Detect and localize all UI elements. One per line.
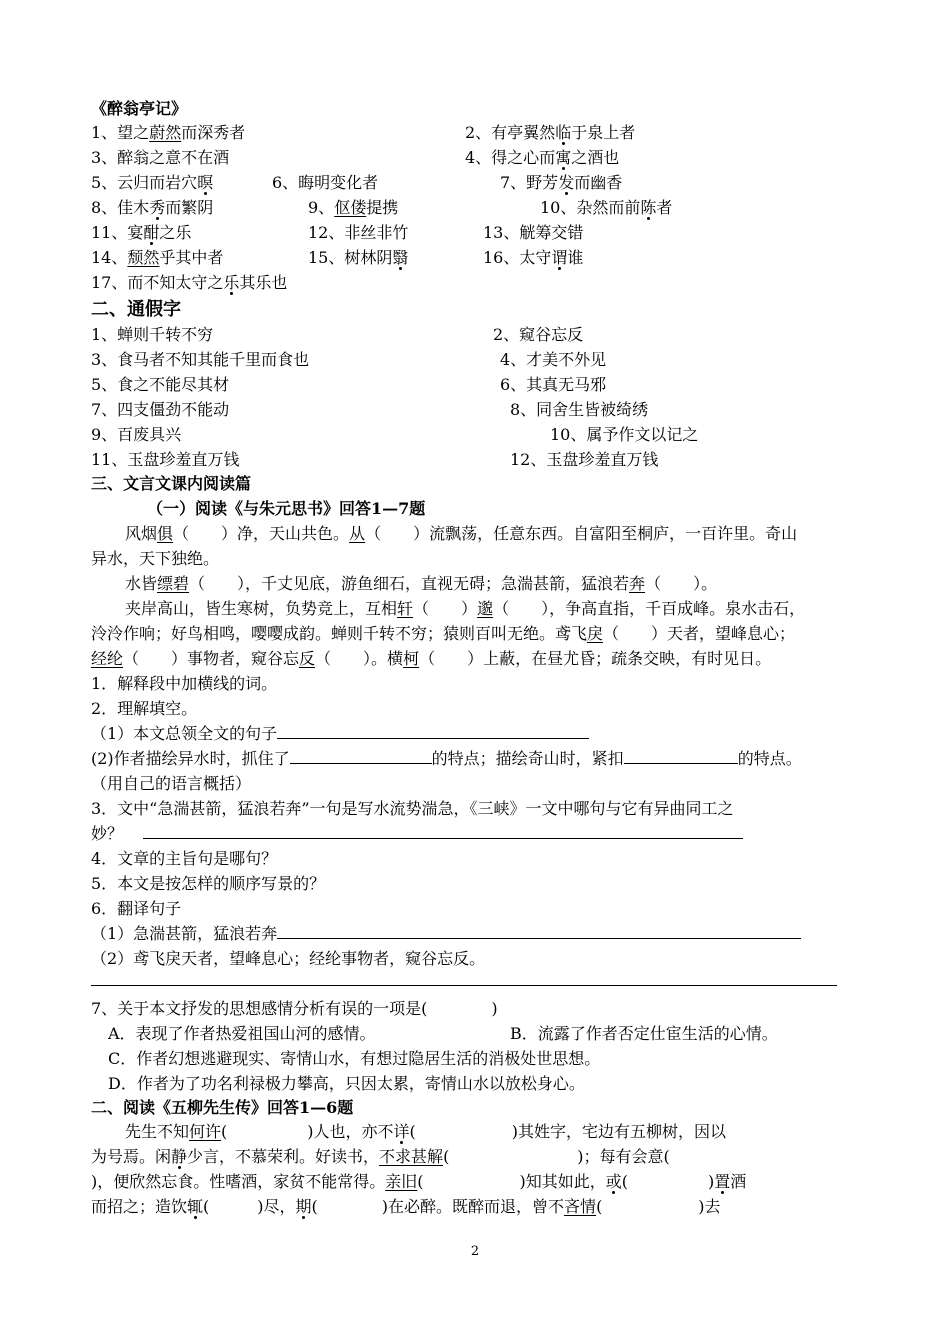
list-item: 7、四支僵劲不能动 (91, 400, 230, 419)
question-7: 7、关于本文抒发的思想感情分析有误的一项是( ) (91, 999, 498, 1018)
page-number: 2 (470, 1244, 480, 1259)
question-3: 3．文中“急湍甚箭，猛浪若奔”一句是写水流势湍急，《三峡》一文中哪句与它有异曲同工之 (91, 799, 734, 818)
list-item: 12、非丝非竹 (308, 223, 409, 242)
list-item: 11、玉盘珍羞直万钱 (91, 450, 240, 469)
list-item: 15、树林阴翳 (308, 248, 409, 267)
question-2-2: (2)作者描绘异水时，抓住了 的特点；描绘奇山时，紧扣 的特点。 (91, 749, 802, 768)
list-item: 10、杂然而前陈者 (540, 198, 673, 217)
list-item: 3、食马者不知其能千里而食也 (91, 350, 310, 369)
answer-blank[interactable] (277, 722, 589, 739)
question-4: 4．文章的主旨句是哪句？ (91, 849, 278, 868)
passage-line: 夹岸高山，皆生寒树，负势竞上，互相轩（ ）邈（ ），争高直指，千百成峰。泉水击石， (125, 599, 806, 618)
list-item: 13、觥筹交错 (483, 223, 584, 242)
list-item: 7、野芳发而幽香 (500, 173, 623, 192)
answer-blank[interactable] (624, 747, 738, 764)
question-1: 1．解释段中加横线的词。 (91, 674, 278, 693)
question-2-1: （1）本文总领全文的句子 (91, 722, 589, 746)
list-item: 5、食之不能尽其材 (91, 375, 230, 394)
answer-blank[interactable] (143, 822, 743, 839)
option-b: B．流露了作者否定仕宦生活的心情。 (510, 1024, 778, 1043)
list-item: 1、望之蔚然而深秀者 (91, 123, 246, 142)
list-item: 2、窥谷忘反 (493, 325, 584, 344)
passage-line: 为号焉。闲静少言，不慕荣利。好读书，不求甚解( )；每有会意( (91, 1147, 670, 1166)
list-item: 12、玉盘珍羞直万钱 (510, 450, 659, 469)
passage-line: 水皆缥碧（ ），千丈见底，游鱼细石，直视无碍；急湍甚箭，猛浪若奔（ ）。 (125, 574, 718, 593)
list-item: 8、同舍生皆被绮绣 (510, 400, 649, 419)
answer-blank[interactable] (277, 922, 801, 939)
passage-line: )，便欣然忘食。性嗜酒，家贫不能常得。亲旧( )知其如此，或( )置酒 (91, 1172, 747, 1191)
question-5: 5．本文是按怎样的顺序写景的？ (91, 874, 326, 893)
list-item: 2、有亭翼然临于泉上者 (465, 123, 636, 142)
option-c: C．作者幻想逃避现实、寄情山水，有想过隐居生活的消极处世思想。 (108, 1049, 601, 1068)
list-item: 11、宴酣之乐 (91, 223, 192, 242)
section2-title: 二、通假字 (91, 299, 181, 320)
question-2: 2．理解填空。 (91, 699, 198, 718)
list-item: 1、蝉则千转不穷 (91, 325, 214, 344)
section4-title: 二、阅读《五柳先生传》回答1—6题 (91, 1098, 354, 1117)
list-item: 6、其真无马邪 (500, 375, 607, 394)
list-item: 17、而不知太守之乐其乐也 (91, 273, 288, 292)
list-item: 9、伛偻提携 (308, 198, 399, 217)
passage-line: 先生不知何许( )人也，亦不详( )其姓字，宅边有五柳树，因以 (125, 1122, 727, 1141)
list-item: 10、属予作文以记之 (550, 425, 699, 444)
list-item: 3、醉翁之意不在酒 (91, 148, 230, 167)
question-6-2: （2）鸢飞戾天者，望峰息心；经纶事物者，窥谷忘反。 (91, 949, 486, 968)
passage-line: 而招之；造饮辄( )尽，期( )在必醉。既醉而退，曾不吝情( )去 (91, 1197, 721, 1216)
list-item: 6、晦明变化者 (272, 173, 379, 192)
question-6: 6．翻译句子 (91, 899, 182, 918)
list-item: 4、才美不外见 (500, 350, 607, 369)
option-d: D．作者为了功名利禄极力攀高，只因太累，寄情山水以放松身心。 (108, 1074, 585, 1093)
passage-line: 风烟俱（ ）净，天山共色。从（ ）流飘荡，任意东西。自富阳至桐庐，一百许里。奇山 (125, 524, 798, 543)
answer-line[interactable] (91, 985, 837, 986)
question-2-note: （用自己的语言概括） (91, 774, 252, 793)
list-item: 9、百废具兴 (91, 425, 182, 444)
list-item: 14、颓然乎其中者 (91, 248, 224, 267)
list-item: 16、太守谓谁 (483, 248, 584, 267)
list-item: 5、云归而岩穴暝 (91, 173, 214, 192)
question-6-1: （1）急湍甚箭，猛浪若奔 (91, 922, 801, 946)
section3-title: 三、文言文课内阅读篇 (91, 474, 252, 493)
question-3-cont: 妙？ (91, 822, 743, 846)
passage-subtitle: （一）阅读《与朱元思书》回答1—7题 (147, 499, 426, 518)
answer-blank[interactable] (290, 747, 432, 764)
list-item: 4、得之心而寓之酒也 (465, 148, 620, 167)
passage-line: 泠泠作响；好鸟相鸣，嘤嘤成韵。蝉则千转不穷；猿则百叫无绝。鸢飞戾（ ）天者，望峰息心； (91, 624, 796, 643)
section1-title: 《醉翁亭记》 (91, 99, 188, 118)
passage-line: 经纶（ ）事物者，窥谷忘反（ ）。横柯（ ）上蔽，在昼尤昏；疏条交映，有时见日。 (91, 649, 772, 668)
passage-line: 异水，天下独绝。 (91, 549, 220, 568)
option-a: A．表现了作者热爱祖国山河的感情。 (108, 1024, 376, 1043)
list-item: 8、佳木秀而繁阴 (91, 198, 214, 217)
